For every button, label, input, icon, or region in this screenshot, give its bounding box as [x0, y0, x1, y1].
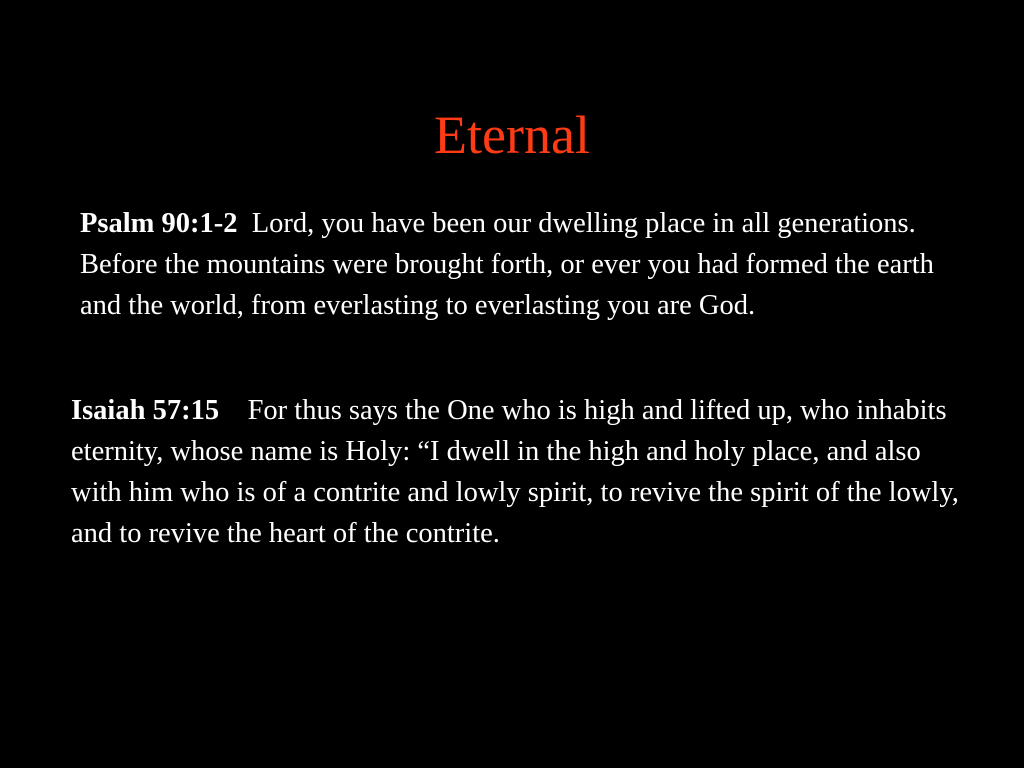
reference-spacer: [238, 208, 252, 239]
scripture-text: For thus says the One who is high and lifted up, who inhabits eternity, whose name is Holy: “I dwell in the high and holy place, and also with him who is of a contrite and lowly spirit, to revive the spirit of the lowly, and to revive the heart of the contrite.: [71, 395, 959, 549]
scripture-reference: Isaiah 57:15: [71, 395, 220, 426]
passage-psalm: [80, 203, 960, 326]
scripture-text: Lord, you have been our dwelling place in all generations. Before the mountains were brought forth, or ever you had formed the earth and the world, from everlasting to everlasting you are God.: [80, 208, 934, 321]
scripture-reference: Psalm 90:1-2: [80, 208, 238, 239]
passage-isaiah: [71, 390, 971, 554]
slide-title: Eternal: [434, 105, 590, 165]
reference-spacer: [219, 395, 248, 426]
